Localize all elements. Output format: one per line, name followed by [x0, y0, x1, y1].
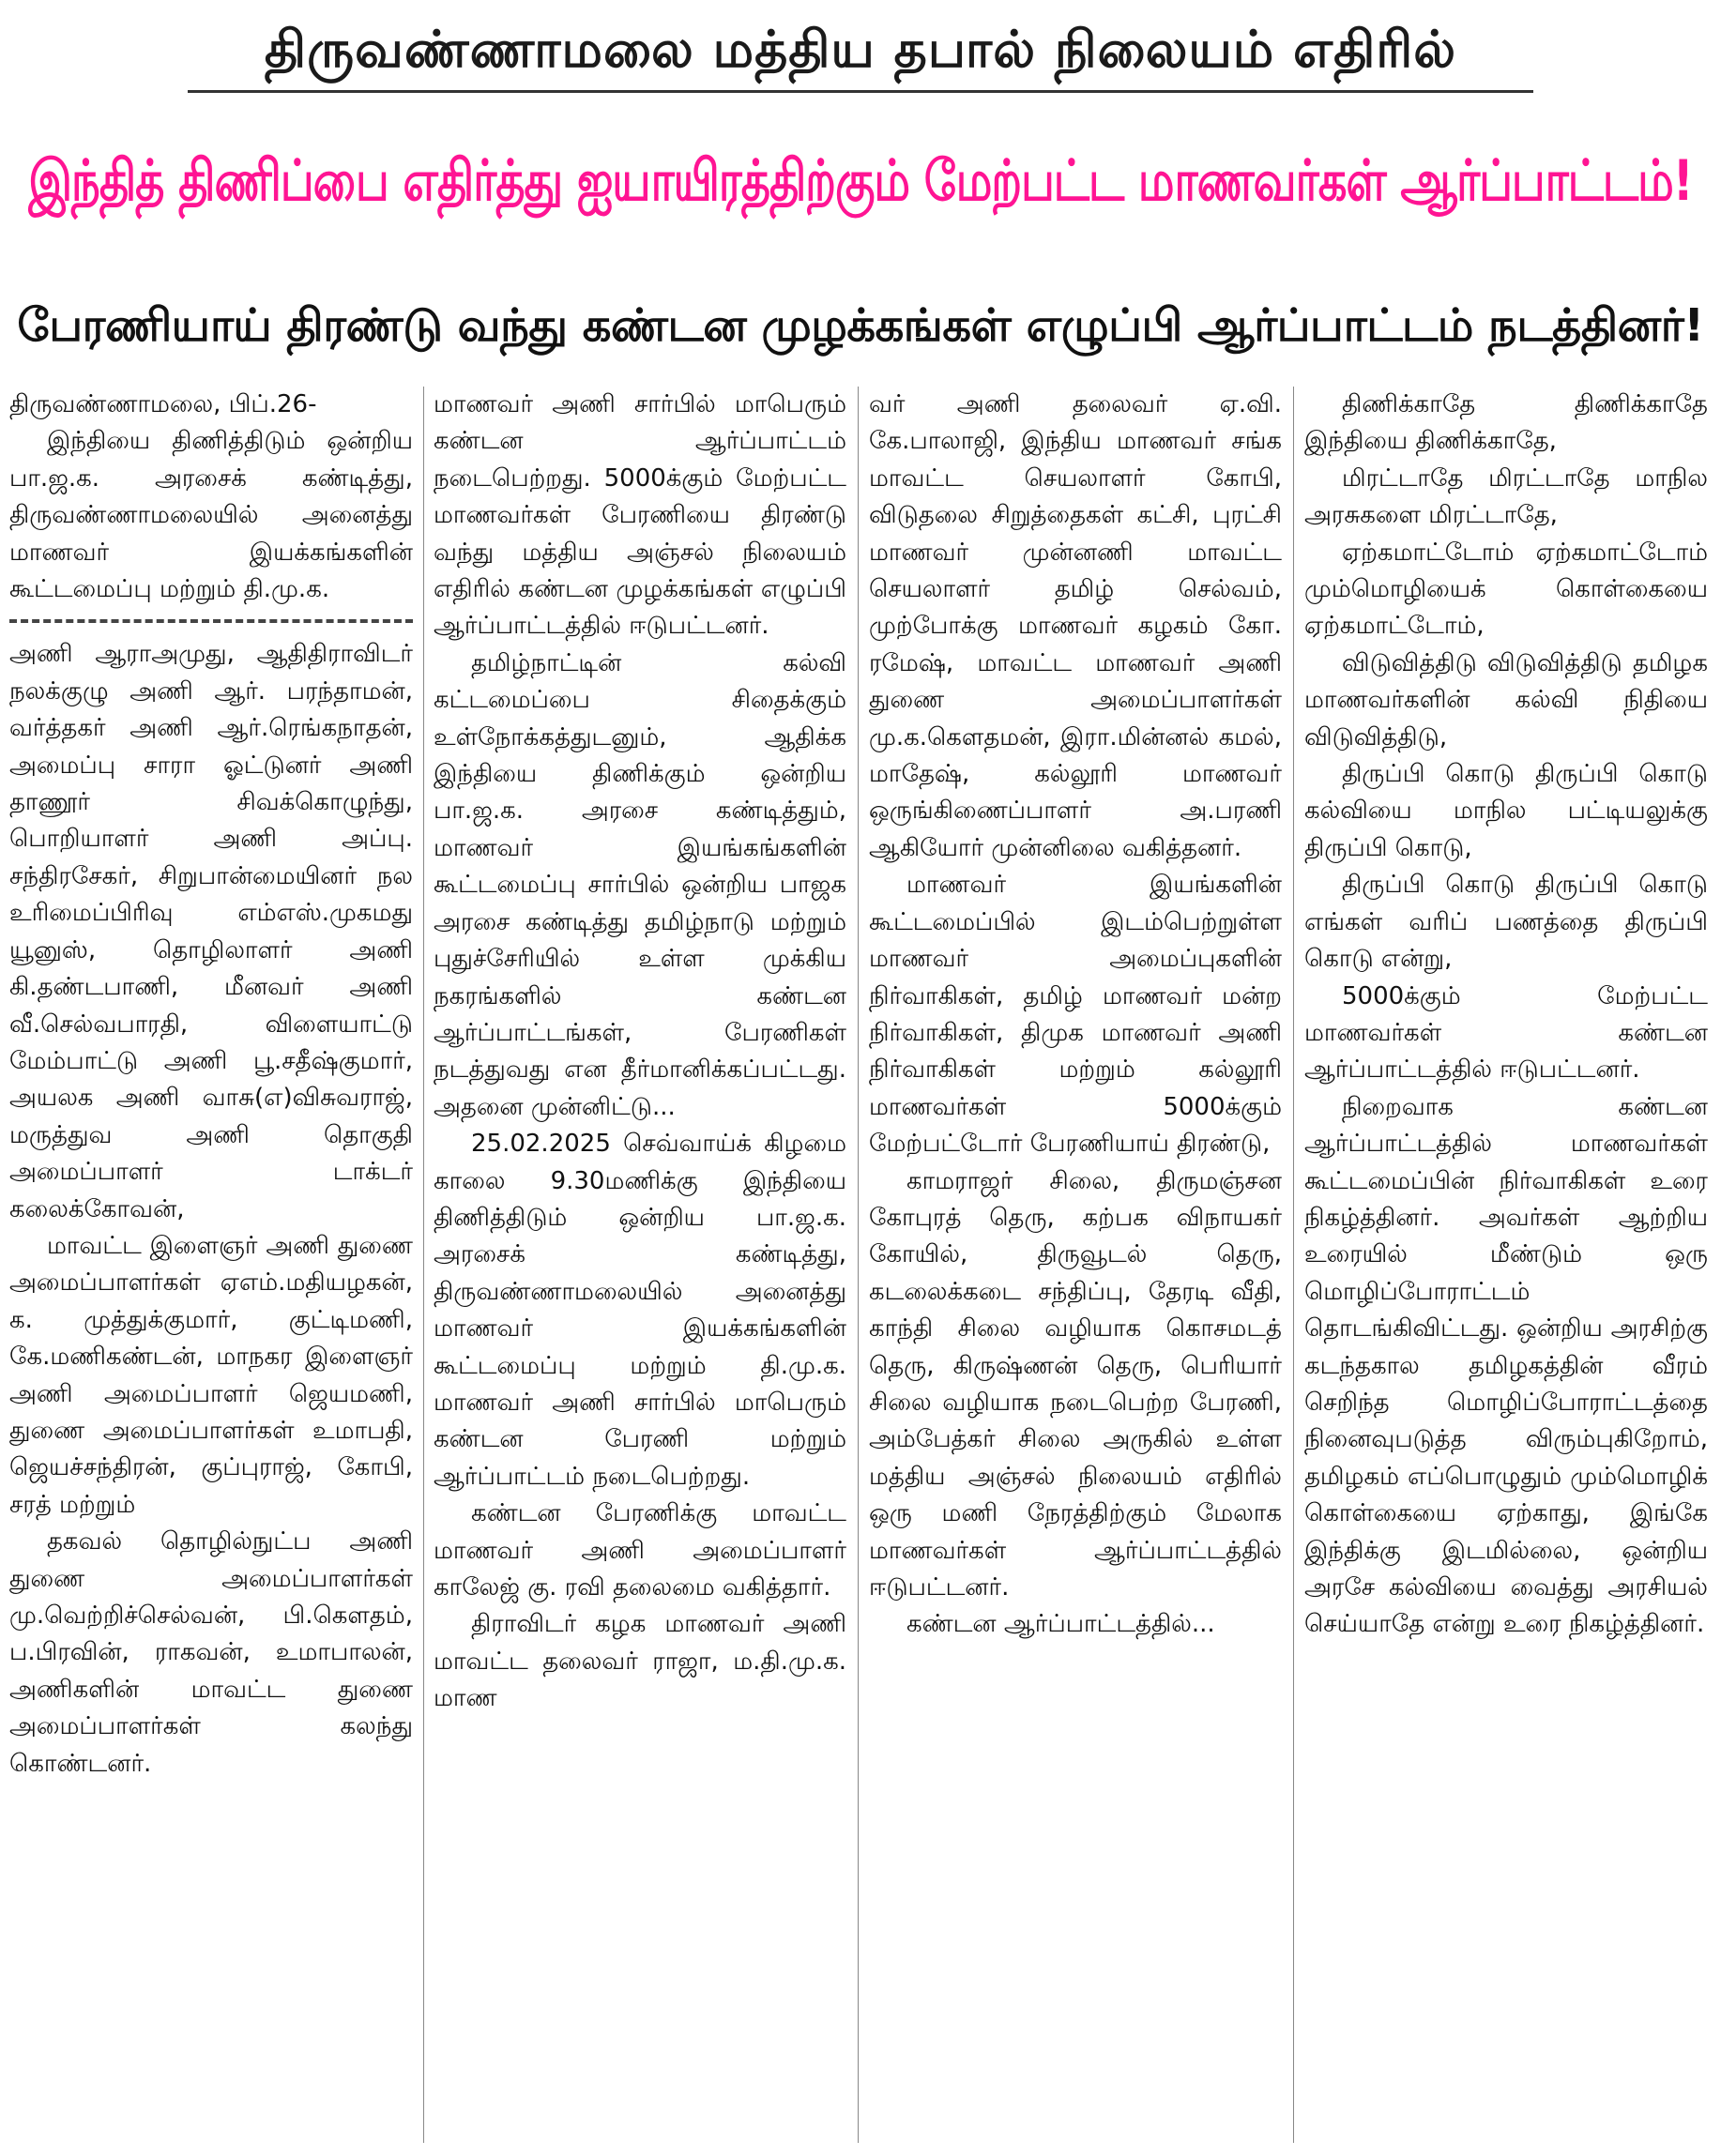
slogan: திருப்பி கொடு திருப்பி கொடு எங்கள் வரிப் பணத்தை திருப்பி கொடு என்று, [1304, 871, 1708, 974]
paragraph: வர் அணி தலைவர் ஏ.வி. கே.பாலாஜி, இந்திய மாணவர் சங்க மாவட்ட செயலாளர் கோபி, விடுதலை சிறுத்தைகள் கட்சி, புரட்சி மாணவர் முன்னணி மாவட்ட செயலாளர் தமிழ் செல்வம், முற்போக்கு மாணவர் கழகம் கோ. ரமேஷ், மாவட்ட மாணவர் அணி துணை அமைப்பாளர்கள் மு.க.கௌதமன், இரா.மின்னல் கமல், மாதேஷ், கல்லூரி மாணவர் ஒருங்கிணைப்பாளர் அ.பரணி ஆகியோர் முன்னிலை வகித்தனர். [869, 390, 1282, 862]
article-column-4 [1304, 387, 1708, 2147]
paragraph: கண்டன பேரணிக்கு மாவட்ட மாணவர் அணி அமைப்பாளர் காலேஜ் கு. ரவி தலைமை வகித்தார். [434, 1499, 846, 1602]
main-headline: இந்தித் திணிப்பை எதிர்த்து ஐயாயிரத்திற்கும் மேற்பட்ட மாணவர்கள் ஆர்ப்பாட்டம்! [28, 148, 1693, 214]
paragraph: நிறைவாக கண்டன ஆர்ப்பாட்டத்தில் மாணவர்கள் கூட்டமைப்பின் நிர்வாகிகள் உரை நிகழ்த்தினர். அவர்கள் ஆற்றிய உரையில் மீண்டும் ஒரு மொழிப்போராட்டம் தொடங்கிவிட்டது. ஒன்றிய அரசிற்கு கடந்தகால தமிழகத்தின் வீரம் செறிந்த மொழிப்போராட்டத்தை நினைவுபடுத்த விரும்புகிறோம், தமிழகம் எப்பொழுதும் மும்மொழிக் கொள்கையை ஏற்காது, இங்கே இந்திக்கு இடமில்லை, ஒன்றிய அரசே கல்வியை வைத்து அரசியல் செய்யாதே என்று உரை நிகழ்த்தினர். [1304, 1092, 1708, 1639]
article-column-3 [869, 387, 1282, 2147]
paragraph: 5000க்கும் மேற்பட்ட மாணவர்கள் கண்டன ஆர்ப்பாட்டத்தில் ஈடுபட்டனர். [1304, 981, 1708, 1085]
kicker-headline: திருவண்ணாமலை மத்திய தபால் நிலையம் எதிரில் [264, 20, 1457, 79]
slogan: திணிக்காதே திணிக்காதே இந்தியை திணிக்காதே, [1304, 390, 1708, 456]
paragraph: மாணவர் இயங்களின் கூட்டமைப்பில் இடம்பெற்றுள்ள மாணவர் அமைப்புகளின் நிர்வாகிகள், தமிழ் மாணவர் மன்ற நிர்வாகிகள், திமுக மாணவர் அணி நிர்வாகிகள் மற்றும் கல்லூரி மாணவர்கள் 5000க்கும் மேற்பட்டோர் பேரணியாய் திரண்டு, [869, 871, 1282, 1159]
paragraph: கண்டன ஆர்ப்பாட்டத்தில்... [906, 1610, 1215, 1639]
paragraph: மாணவர் அணி சார்பில் மாபெரும் கண்டன ஆர்ப்பாட்டம் நடைபெற்றது. 5000க்கும் மேற்பட்ட மாணவர்கள் பேரணியை திரண்டு வந்து மத்திய அஞ்சல் நிலையம் எதிரில் கண்டன முழக்கங்கள் எழுப்பி ஆர்ப்பாட்டத்தில் ஈடுபட்டனர். [434, 390, 846, 641]
column-divider [423, 387, 424, 2143]
dashed-separator [9, 619, 413, 623]
slogan: திருப்பி கொடு திருப்பி கொடு கல்வியை மாநில பட்டியலுக்கு திருப்பி கொடு, [1304, 760, 1708, 862]
paragraph: மாவட்ட இளைஞர் அணி துணை அமைப்பாளர்கள் ஏஎம்.மதியழகன், க. முத்துக்குமார், குட்டிமணி, கே.மணிகண்டன், மாநகர இளைஞர் அணி அமைப்பாளர் ஜெயமணி, துணை அமைப்பாளர்கள் உமாபதி, ஜெயச்சந்திரன், குப்புராஜ், கோபி, சரத் மற்றும் [9, 1231, 413, 1519]
paragraph: காமராஜர் சிலை, திருமஞ்சன கோபுரத் தெரு, கற்பக விநாயகர் கோயில், திருவூடல் தெரு, கடலைக்கடை சந்திப்பு, தேரடி வீதி, காந்தி சிலை வழியாக கொசமடத் தெரு, கிருஷ்ணன் தெரு, பெரியார் சிலை வழியாக நடைபெற்ற பேரணி, அம்பேத்கர் சிலை அருகில் உள்ள மத்திய அஞ்சல் நிலையம் எதிரில் ஒரு மணி நேரத்திற்கும் மேலாக மாணவர்கள் ஆர்ப்பாட்டத்தில் ஈடுபட்டனர். [869, 1166, 1282, 1602]
kicker-underline [188, 90, 1533, 93]
column-divider [1293, 387, 1294, 2143]
paragraph: தகவல் தொழில்நுட்ப அணி துணை அமைப்பாளர்கள் மு.வெற்றிச்செல்வன், பி.கௌதம், ப.பிரவின், ராகவன், உமாபாலன், அணிகளின் மாவட்ட துணை அமைப்பாளர்கள் கலந்து கொண்டனர். [9, 1527, 413, 1778]
paragraph: இந்தியை திணித்திடும் ஒன்றிய பா.ஜ.க. அரசைக் கண்டித்து, திருவண்ணாமலையில் அனைத்து மாணவர் இயக்கங்களின் கூட்டமைப்பு மற்றும் தி.மு.க. [9, 427, 413, 604]
paragraph: தமிழ்நாட்டின் கல்வி கட்டமைப்பை சிதைக்கும் உள்நோக்கத்துடனும், ஆதிக்க இந்தியை திணிக்கும் ஒன்றிய பா.ஜ.க. அரசை கண்டித்தும், மாணவர் இயங்கங்களின் கூட்டமைப்பு சார்பில் ஒன்றிய பாஜக அரசை கண்டித்து தமிழ்நாடு மற்றும் புதுச்சேரியில் உள்ள முக்கிய நகரங்களில் கண்டன ஆர்ப்பாட்டங்கள், பேரணிகள் நடத்துவது என தீர்மானிக்கப்பட்டது. அதனை முன்னிட்டு... [434, 648, 846, 1121]
slogan: மிரட்டாதே மிரட்டாதே மாநில அரசுகளை மிரட்டாதே, [1304, 463, 1708, 530]
column-divider [858, 387, 859, 2143]
paragraph: திராவிடர் கழக மாணவர் அணி மாவட்ட தலைவர் ராஜா, ம.தி.மு.க. மாண [434, 1610, 846, 1713]
article-column-2 [434, 387, 846, 2147]
article-column-1 [9, 387, 413, 2147]
dateline: திருவண்ணாமலை, பிப்.26- [9, 390, 317, 418]
sub-headline: பேரணியாய் திரண்டு வந்து கண்டன முழக்கங்கள் எழுப்பி ஆர்ப்பாட்டம் நடத்தினர்! [17, 299, 1704, 352]
paragraph: அணி ஆராஅமுது, ஆதிதிராவிடர் நலக்குழு அணி ஆர். பரந்தாமன், வர்த்தகர் அணி ஆர்.ரெங்கநாதன், அமைப்பு சாரா ஓட்டுனர் அணி தாணூர் சிவக்கொழுந்து, பொறியாளர் அணி அப்பு. சந்திரசேகர், சிறுபான்மையினர் நல உரிமைப்பிரிவு எம்எஸ்.முகமது யூனுஸ், தொழிலாளர் அணி கி.தண்டபாணி, மீனவர் அணி வீ.செல்வபாரதி, விளையாட்டு மேம்பாட்டு அணி பூ.சதீஷ்குமார், அயலக அணி வாசு(எ)விசுவராஜ், மருத்துவ அணி தொகுதி அமைப்பாளர் டாக்டர் கலைக்கோவன், [9, 640, 413, 1223]
paragraph: 25.02.2025 செவ்வாய்க் கிழமை காலை 9.30மணிக்கு இந்தியை திணித்திடும் ஒன்றிய பா.ஜ.க. அரசைக் கண்டித்து, திருவண்ணாமலையில் அனைத்து மாணவர் இயக்கங்களின் கூட்டமைப்பு மற்றும் தி.மு.க. மாணவர் அணி சார்பில் மாபெரும் கண்டன பேரணி மற்றும் ஆர்ப்பாட்டம் நடைபெற்றது. [434, 1130, 846, 1491]
slogan: ஏற்கமாட்டோம் ஏற்கமாட்டோம் மும்மொழியைக் கொள்கையை ஏற்கமாட்டோம், [1304, 538, 1708, 641]
slogan: விடுவித்திடு விடுவித்திடு தமிழக மாணவர்களின் கல்வி நிதியை விடுவித்திடு, [1304, 648, 1708, 752]
